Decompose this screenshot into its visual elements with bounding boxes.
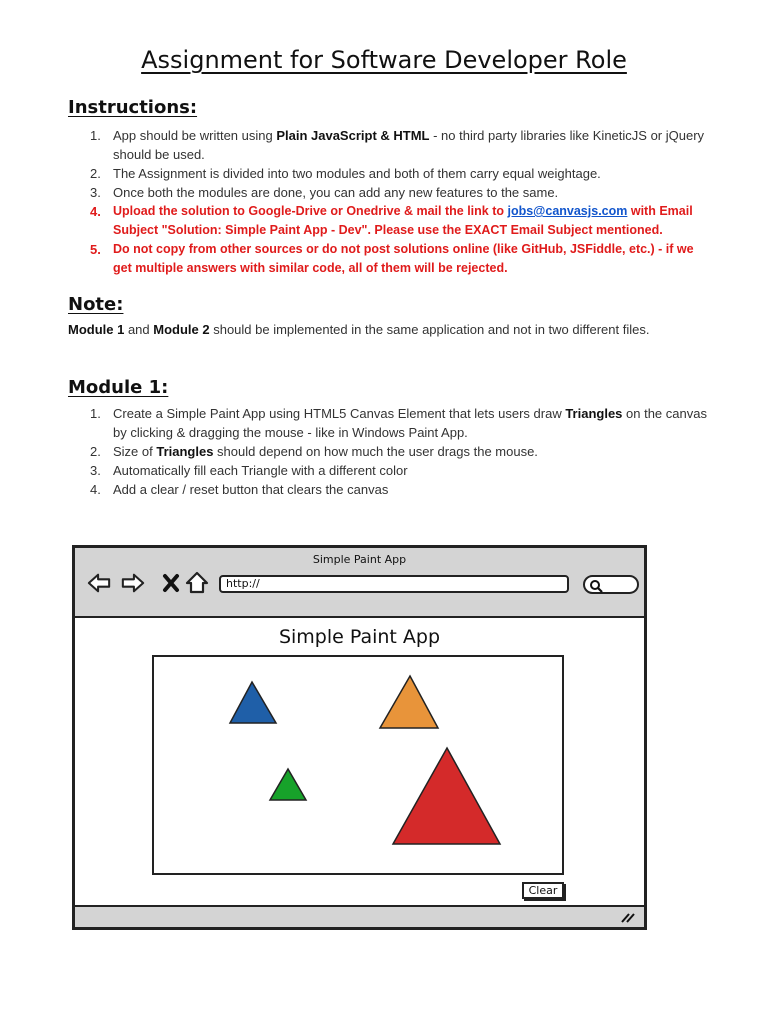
note-heading: Note: — [68, 294, 124, 315]
document-title: Assignment for Software Developer Role — [141, 46, 627, 74]
orange-triangle — [380, 676, 438, 728]
note-text: Module 1 and Module 2 should be implemented in the same application and not in two different files. — [68, 322, 650, 337]
status-bar — [75, 905, 644, 927]
list-item: 5. Do not copy from other sources or do not post solutions online (like GitHub, JSFiddle, etc.) - if we get multiple answers with similar code, all of them will be rejected. — [90, 242, 694, 275]
list-item: 3. Automatically fill each Triangle with a different color — [90, 463, 408, 478]
window-title: Simple Paint App — [312, 553, 407, 566]
paint-app-mockup — [72, 545, 647, 930]
drawing-canvas[interactable] — [152, 655, 564, 875]
list-item: 3. Once both the modules are done, you can add any new features to the same. — [90, 185, 559, 200]
blue-triangle — [230, 682, 276, 723]
list-item: 4. Upload the solution to Google-Drive or Onedrive & mail the link to jobs@canvasjs.com with Email Subject "Solution: Simple Paint App - Dev". Please use the EXACT Email Subject mentioned. — [90, 204, 693, 237]
instructions-list — [90, 126, 713, 278]
home-icon[interactable] — [185, 571, 209, 595]
module1-list — [90, 404, 713, 499]
url-input[interactable]: http:// — [219, 575, 569, 593]
list-item: 1. Create a Simple Paint App using HTML5 Canvas Element that lets users draw Triangles on the canvas by clicking & dragging the mouse - like in Windows Paint App. — [90, 406, 707, 440]
resize-grip-icon[interactable] — [620, 911, 636, 923]
search-field[interactable] — [583, 575, 639, 594]
app-heading: Simple Paint App — [278, 626, 441, 648]
list-item: 4. Add a clear / reset button that clears the canvas — [90, 482, 389, 497]
instructions-heading: Instructions: — [68, 97, 198, 118]
canvas-drawing — [154, 657, 562, 873]
module1-heading: Module 1: — [68, 377, 169, 398]
close-icon[interactable] — [159, 571, 183, 595]
red-triangle — [393, 748, 500, 844]
list-item: 2. Size of Triangles should depend on how much the user drags the mouse. — [90, 444, 538, 459]
browser-toolbar — [75, 548, 644, 618]
email-link[interactable]: jobs@canvasjs.com — [507, 204, 628, 218]
green-triangle — [270, 769, 306, 800]
clear-button[interactable]: Clear — [522, 882, 564, 899]
search-icon — [589, 579, 603, 593]
list-item: 2. The Assignment is divided into two modules and both of them carry equal weightage. — [90, 166, 601, 181]
forward-arrow-icon[interactable] — [121, 571, 145, 595]
list-item: 1. App should be written using Plain JavaScript & HTML - no third party libraries like KineticJS or jQuery should be used. — [90, 128, 705, 162]
back-arrow-icon[interactable] — [87, 571, 111, 595]
